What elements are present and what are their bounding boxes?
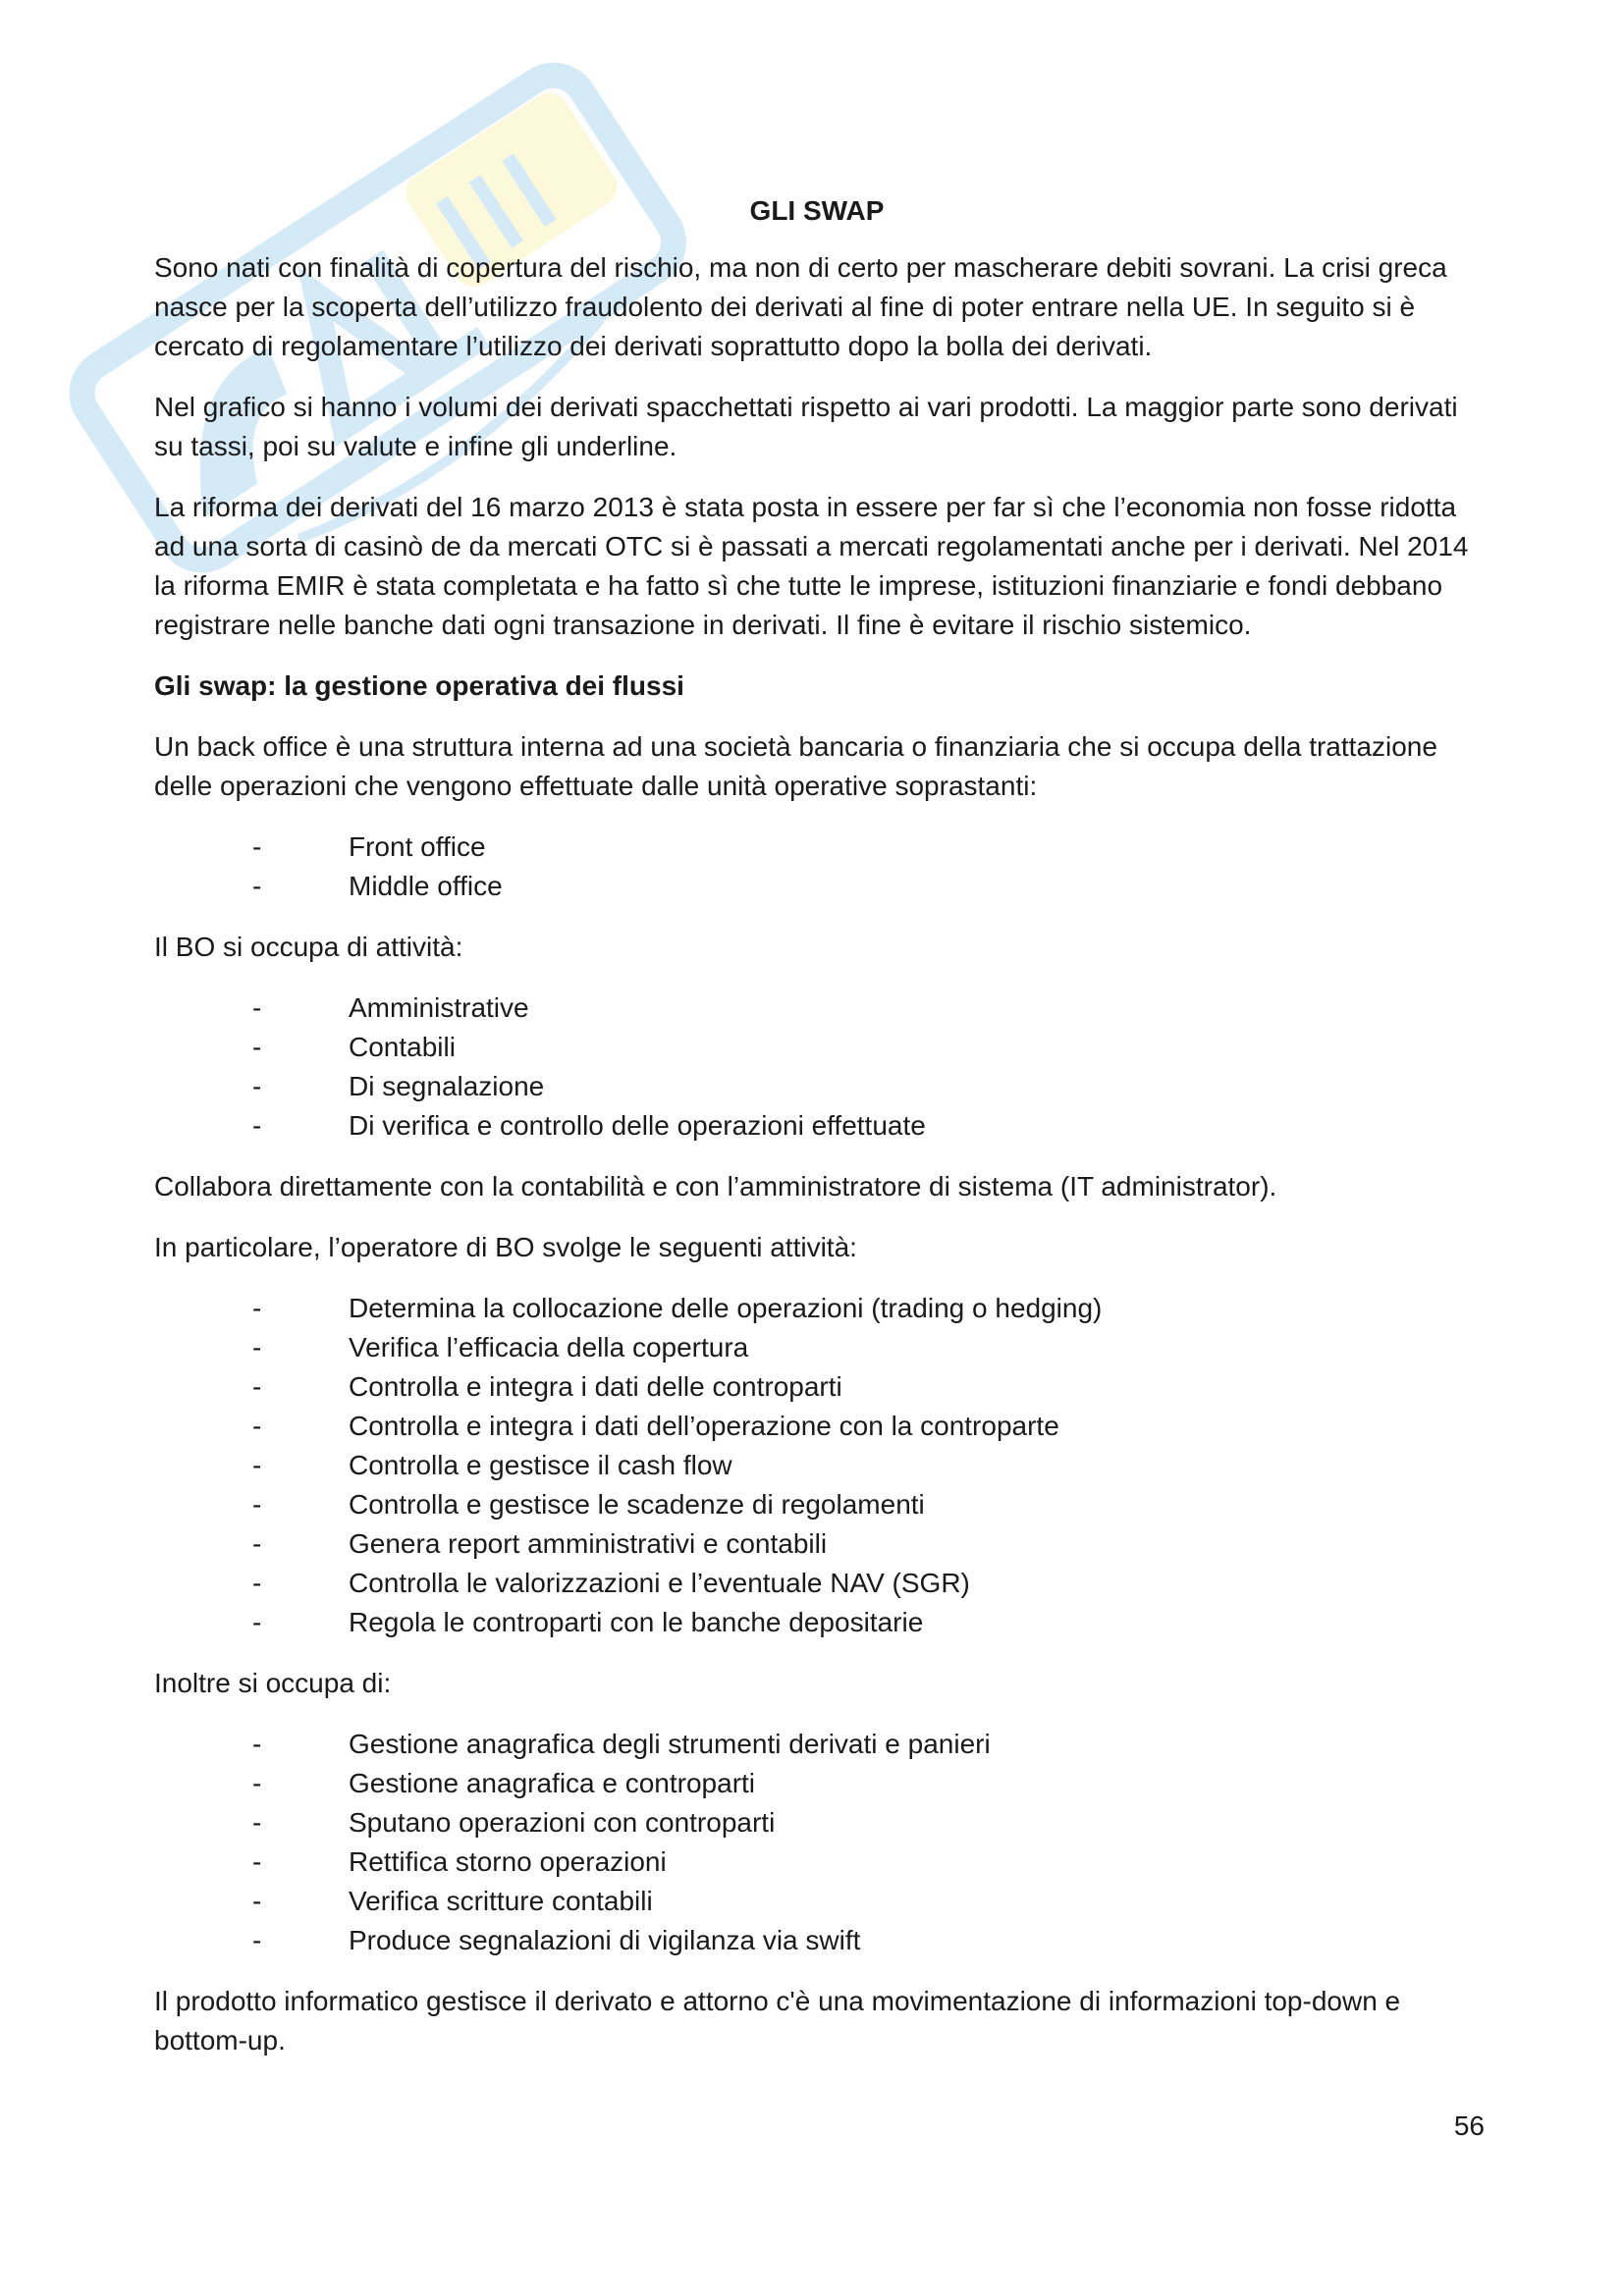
dash-bullet: -: [252, 1807, 262, 1838]
list-item-text: Genera report amministrativi e contabili: [349, 1528, 828, 1559]
dash-bullet: -: [252, 831, 262, 862]
list-item-text: Amministrative: [349, 992, 529, 1023]
dash-bullet: -: [252, 1071, 262, 1101]
dash-bullet: -: [252, 1607, 262, 1637]
list-item-text: Sputano operazioni con controparti: [349, 1807, 776, 1838]
paragraph-back-office: Un back office è una struttura interna ad una società bancaria o finanziaria che si occupa della trattazione delle operazioni che vengono effettuate dalle unità operative soprastanti:: [154, 731, 1437, 801]
list-offices: [154, 828, 1480, 906]
paragraph-also: Inoltre si occupa di:: [154, 1668, 392, 1698]
list-item-text: Di segnalazione: [349, 1071, 545, 1101]
paragraph-intro: Sono nati con finalità di copertura del rischio, ma non di certo per mascherare debiti sovrani. La crisi greca nasce per la scoperta dell’utilizzo fraudolento dei derivati al fine di poter entrare nella UE. In seguito si è cercato di regolamentare l’utilizzo dei derivati soprattutto dopo la bolla dei derivati.: [154, 252, 1447, 361]
list-item-text: Produce segnalazioni di vigilanza via swift: [349, 1925, 861, 1955]
list-operator-tasks: [154, 1289, 1480, 1642]
list-item: [154, 1106, 1480, 1146]
dash-bullet: -: [252, 1886, 262, 1916]
list-item-text: Verifica scritture contabili: [349, 1886, 653, 1916]
list-item-text: Controlla e gestisce il cash flow: [349, 1450, 732, 1480]
dash-bullet: -: [252, 1371, 262, 1402]
page-number: 56: [1453, 2110, 1485, 2141]
list-item: [154, 867, 1480, 906]
list-item-text: Controlla e integra i dati delle controparti: [349, 1371, 842, 1402]
list-item-text: Verifica l’efficacia della copertura: [349, 1332, 749, 1362]
paragraph-collaboration: Collabora direttamente con la contabilità e con l’amministratore di sistema (IT administrator).: [154, 1171, 1277, 1201]
list-item: [154, 1289, 1480, 1328]
list-item-text: Front office: [349, 831, 486, 862]
list-item: [154, 1485, 1480, 1524]
dash-bullet: -: [252, 1293, 262, 1323]
dash-bullet: -: [252, 871, 262, 901]
list-item: [154, 1367, 1480, 1407]
list-item: [154, 1882, 1480, 1921]
list-item-text: Contabili: [349, 1032, 456, 1062]
paragraph-operator: In particolare, l’operatore di BO svolge le seguenti attività:: [154, 1232, 857, 1262]
list-item: [154, 1803, 1480, 1842]
dash-bullet: -: [252, 1528, 262, 1559]
list-item-text: Gestione anagrafica degli strumenti derivati e panieri: [349, 1729, 991, 1759]
dash-bullet: -: [252, 1846, 262, 1877]
dash-bullet: -: [252, 1450, 262, 1480]
list-item-text: Regola le controparti con le banche depositarie: [349, 1607, 924, 1637]
list-item: [154, 1725, 1480, 1764]
list-item: [154, 1328, 1480, 1367]
dash-bullet: -: [252, 1411, 262, 1441]
list-item-text: Rettifica storno operazioni: [349, 1846, 667, 1877]
list-item-text: Gestione anagrafica e controparti: [349, 1768, 756, 1798]
dash-bullet: -: [252, 992, 262, 1023]
page-title: GLI SWAP: [749, 195, 885, 226]
list-item: [154, 1603, 1480, 1642]
list-item-text: Middle office: [349, 871, 503, 901]
dash-bullet: -: [252, 1925, 262, 1955]
list-item: [154, 1446, 1480, 1485]
section-heading: Gli swap: la gestione operativa dei flussi: [154, 670, 684, 701]
list-item: [154, 828, 1480, 867]
list-item: [154, 1764, 1480, 1803]
paragraph-graph: Nel grafico si hanno i volumi dei derivati spacchettati rispetto ai vari prodotti. La maggior parte sono derivati su tassi, poi su valute e infine gli underline.: [154, 392, 1458, 461]
document-body: [154, 191, 1480, 2082]
list-item-text: Determina la collocazione delle operazioni (trading o hedging): [349, 1293, 1103, 1323]
list-item: [154, 1842, 1480, 1882]
list-item: [154, 1067, 1480, 1106]
paragraph-bo-activities: Il BO si occupa di attività:: [154, 932, 463, 962]
list-item-text: Di verifica e controllo delle operazioni effettuate: [349, 1110, 926, 1141]
list-item: [154, 1407, 1480, 1446]
list-item: [154, 1564, 1480, 1603]
dash-bullet: -: [252, 1032, 262, 1062]
list-item-text: Controlla e integra i dati dell’operazione con la controparte: [349, 1411, 1059, 1441]
list-item: [154, 988, 1480, 1028]
dash-bullet: -: [252, 1768, 262, 1798]
list-item-text: Controlla e gestisce le scadenze di regolamenti: [349, 1489, 925, 1520]
dash-bullet: -: [252, 1568, 262, 1598]
paragraph-closing: Il prodotto informatico gestisce il derivato e attorno c'è una movimentazione di informazioni top-down e bottom-up.: [154, 1986, 1401, 2056]
list-item: [154, 1524, 1480, 1564]
list-item: [154, 1921, 1480, 1960]
list-activities: [154, 988, 1480, 1146]
list-item-text: Controlla le valorizzazioni e l’eventuale NAV (SGR): [349, 1568, 970, 1598]
list-other-tasks: [154, 1725, 1480, 1960]
dash-bullet: -: [252, 1332, 262, 1362]
dash-bullet: -: [252, 1729, 262, 1759]
dash-bullet: -: [252, 1110, 262, 1141]
paragraph-reform: La riforma dei derivati del 16 marzo 2013 è stata posta in essere per far sì che l’economia non fosse ridotta ad una sorta di casinò de da mercati OTC si è passati a mercati regolamentati anche per i derivati. Nel 2014 la riforma EMIR è stata completata e ha fatto sì che tutte le imprese, istituzioni finanziarie e fondi debbano registrare nelle banche dati ogni transazione in derivati. Il fine è evitare il rischio sistemico.: [154, 492, 1469, 640]
list-item: [154, 1028, 1480, 1067]
dash-bullet: -: [252, 1489, 262, 1520]
